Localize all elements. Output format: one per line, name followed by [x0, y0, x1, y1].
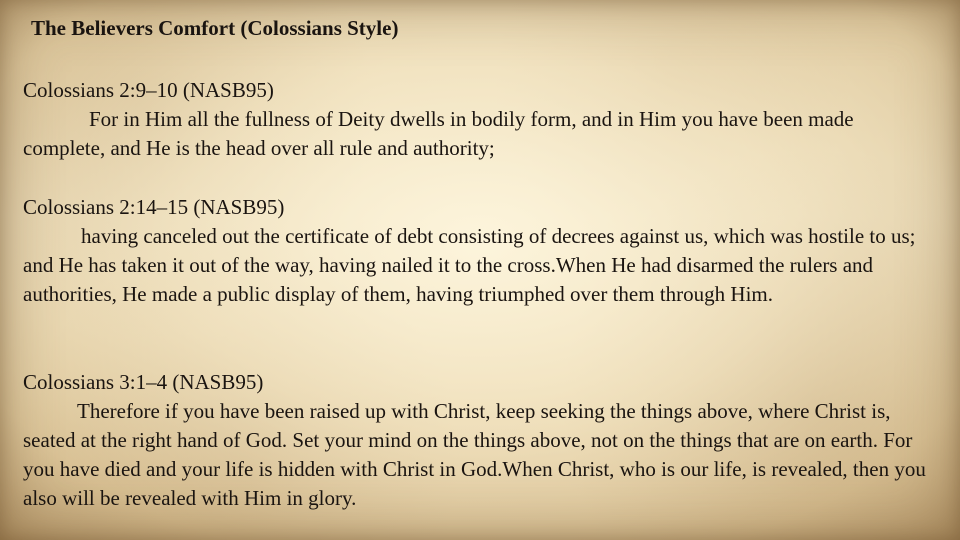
passage-reference: Colossians 3:1–4 (NASB95) [23, 370, 264, 394]
passage-text: Therefore if you have been raised up with Christ, keep seeking the things above, where Christ is, seated at the right hand of God. Set your mind on the things above, not on the things that are on earth. For you have died and your life is hidden with Christ in God.When Christ, who is our life, is revealed, then you also will be revealed with Him in glory. [23, 399, 926, 510]
slide-title: The Believers Comfort (Colossians Style) [31, 16, 399, 40]
passage-reference: Colossians 2:9–10 (NASB95) [23, 78, 274, 102]
passage-text: For in Him all the fullness of Deity dwells in bodily form, and in Him you have been made complete, and He is the head over all rule and authority; [23, 107, 854, 160]
passage-colossians-2-14 [23, 193, 938, 309]
passage-colossians-3-1 [23, 368, 938, 513]
passage-text: having canceled out the certificate of debt consisting of decrees against us, which was hostile to us; and He has taken it out of the way, having nailed it to the cross.When He had disarmed the rulers and authorities, He made a public display of them, having triumphed over them through Him. [23, 224, 916, 306]
passage-reference: Colossians 2:14–15 (NASB95) [23, 195, 285, 219]
passage-colossians-2-9 [23, 76, 938, 163]
